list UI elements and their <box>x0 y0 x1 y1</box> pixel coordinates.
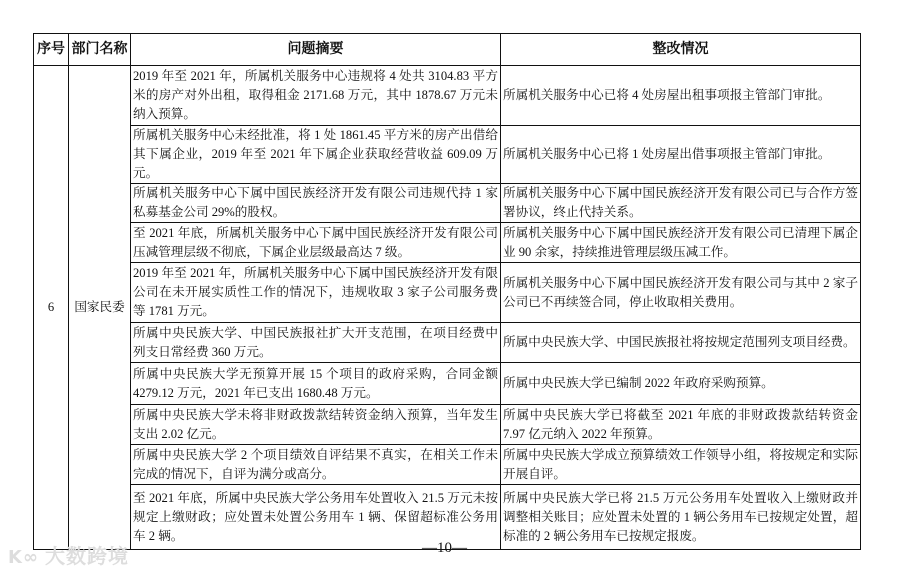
fix-cell: 所属中央民族大学成立预算绩效工作领导小组，将按规定和实际开展自评。 <box>501 445 861 485</box>
fix-cell: 所属中央民族大学已将截至 2021 年底的非财政拨款结转资金 7.97 亿元纳入 2022 年预算。 <box>501 405 861 445</box>
issue-cell: 所属中央民族大学 2 个项目绩效自评结果不真实，在相关工作未完成的情况下，自评为满分或高分。 <box>131 445 501 485</box>
watermark-logo: K∞ <box>8 547 39 568</box>
table-row <box>34 184 861 223</box>
header-seq: 序号 <box>34 34 69 66</box>
issue-cell: 至 2021 年底，所属机关服务中心下属中国民族经济开发有限公司压减管理层级不彻底，下属企业层级最高达 7 级。 <box>131 223 501 263</box>
header-fix: 整改情况 <box>501 34 861 66</box>
table-row <box>34 263 861 323</box>
table-row <box>34 363 861 405</box>
issue-cell: 所属中央民族大学、中国民族报社扩大开支范围，在项目经费中列支日常经费 360 万元。 <box>131 323 501 363</box>
fix-cell: 所属机关服务中心下属中国民族经济开发有限公司与其中 2 家子公司已不再续签合同，停止收取相关费用。 <box>501 263 861 323</box>
header-department: 部门名称 <box>69 34 131 66</box>
issue-cell: 所属中央民族大学未将非财政拨款结转资金纳入预算，当年发生支出 2.02 亿元。 <box>131 405 501 445</box>
fix-cell: 所属机关服务中心下属中国民族经济开发有限公司已与合作方签署协议，终止代持关系。 <box>501 184 861 223</box>
header-issue: 问题摘要 <box>131 34 501 66</box>
table-row <box>34 323 861 363</box>
table-row <box>34 126 861 184</box>
issue-cell: 2019 年至 2021 年，所属机关服务中心下属中国民族经济开发有限公司在未开展实质性工作的情况下，违规收取 3 家子公司服务费等 1781 万元。 <box>131 263 501 323</box>
table-row <box>34 66 861 126</box>
issue-cell: 所属中央民族大学无预算开展 15 个项目的政府采购，合同金额 4279.12 万元，2021 年已支出 1680.48 万元。 <box>131 363 501 405</box>
watermark-text: 大数跨境 <box>44 544 129 568</box>
seq-cell: 6 <box>34 66 69 550</box>
issue-cell: 所属机关服务中心下属中国民族经济开发有限公司违规代持 1 家私募基金公司 29%的股权。 <box>131 184 501 223</box>
fix-cell: 所属中央民族大学、中国民族报社将按规定范围列支项目经费。 <box>501 323 861 363</box>
rectification-table <box>33 33 861 550</box>
fix-cell: 所属中央民族大学已将 21.5 万元公务用车处置收入上缴财政并调整相关账目；应处置未处置的 1 辆公务用车已按规定处置，超标准的 2 辆公务用车已按规定报废。 <box>501 485 861 550</box>
issue-cell: 2019 年至 2021 年，所属机关服务中心违规将 4 处共 3104.83 平方米的房产对外出租，取得租金 2171.68 万元，其中 1878.67 万元未纳入预算。 <box>131 66 501 126</box>
table-row <box>34 223 861 263</box>
issue-cell: 所属机关服务中心未经批准，将 1 处 1861.45 平方米的房产出借给其下属企业，2019 年至 2021 年下属企业获取经营收益 609.09 万元。 <box>131 126 501 184</box>
table-header-row <box>34 34 861 66</box>
issue-cell: 至 2021 年底，所属中央民族大学公务用车处置收入 21.5 万元未按规定上缴财政；应处置未处置公务用车 1 辆、保留超标准公务用车 2 辆。 <box>131 485 501 550</box>
fix-cell: 所属机关服务中心已将 1 处房屋出借事项报主管部门审批。 <box>501 126 861 184</box>
page-number: —10— <box>422 540 467 556</box>
fix-cell: 所属机关服务中心已将 4 处房屋出租事项报主管部门审批。 <box>501 66 861 126</box>
fix-cell: 所属中央民族大学已编制 2022 年政府采购预算。 <box>501 363 861 405</box>
watermark <box>8 540 129 569</box>
table-row <box>34 445 861 485</box>
fix-cell: 所属机关服务中心下属中国民族经济开发有限公司已清理下属企业 90 余家，持续推进管理层级压减工作。 <box>501 223 861 263</box>
table-row <box>34 405 861 445</box>
department-cell: 国家民委 <box>69 66 131 550</box>
